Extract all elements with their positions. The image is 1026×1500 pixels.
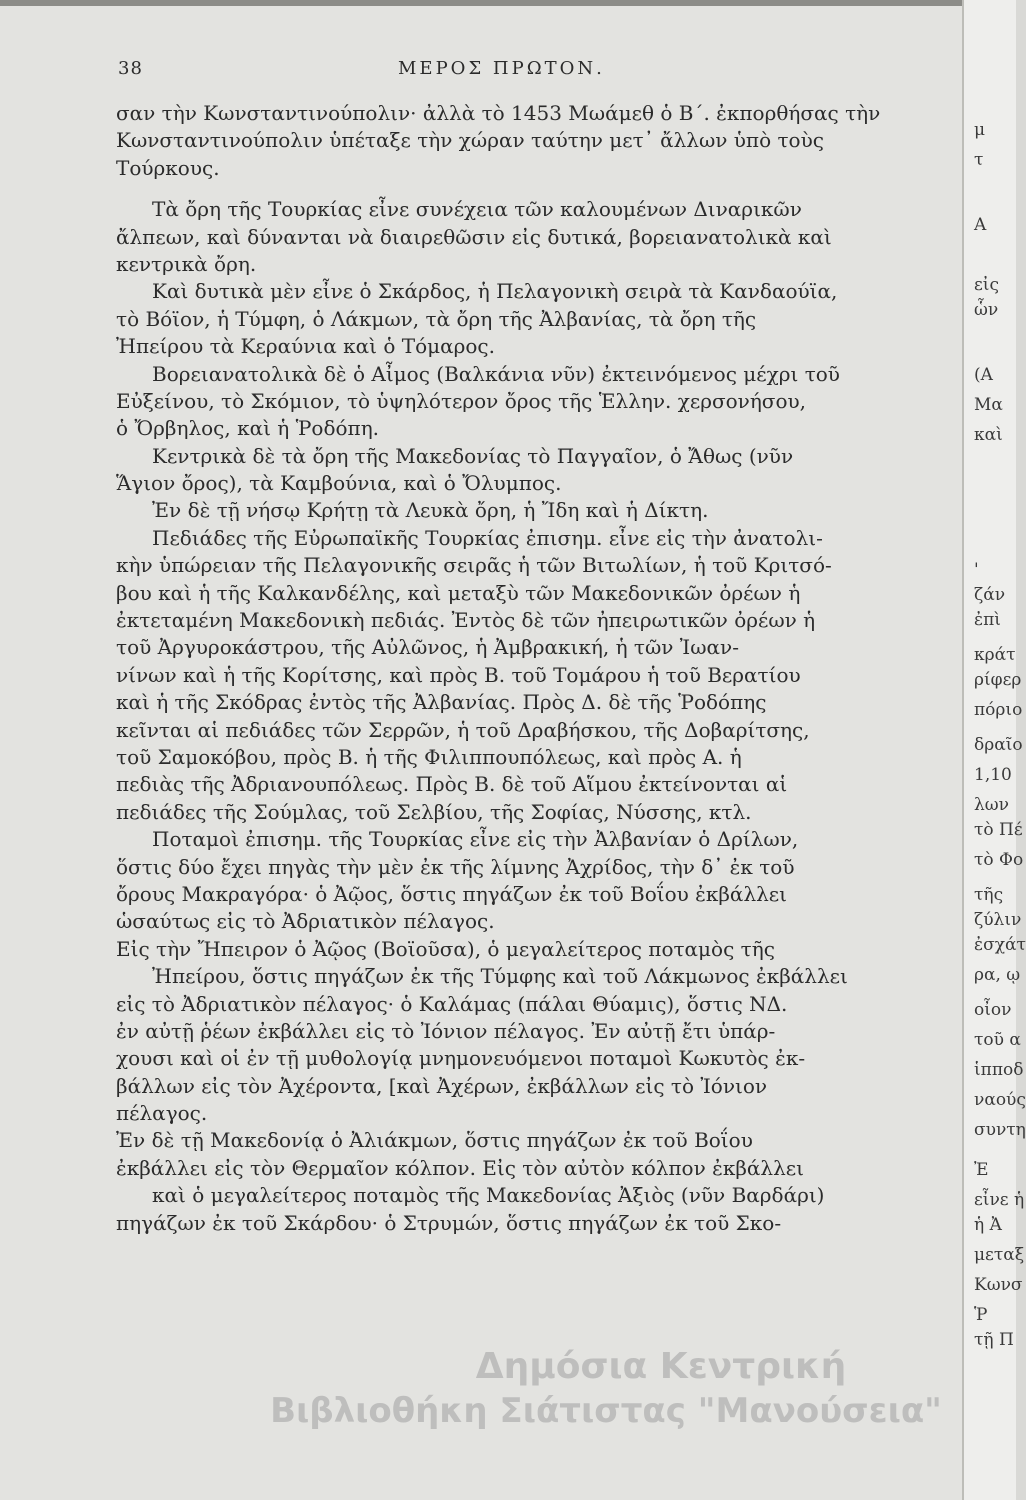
text-line: ὄρους Μακραγόρα· ὁ Ἀῷος, ὅστις πηγάζων ἐκ τοῦ Βοΐου ἐκβάλλει — [116, 881, 787, 906]
text-line: Εὐξείνου, τὸ Σκόμιον, τὸ ὑψηλότερον ὄρος τῆς Ἑλλην. χερσονήσου, — [116, 388, 807, 413]
adjacent-page-fragment: οἶον — [974, 1000, 1012, 1020]
adjacent-page-fragment: 1,10 — [974, 765, 1012, 785]
adjacent-page-fragment: Ἐ — [974, 1160, 989, 1180]
text-line: ἐν αὐτῇ ῥέων ἐκβάλλει εἰς τὸ Ἰόνιον πέλαγος. Ἐν αὐτῇ ἔτι ὑπάρ- — [116, 1018, 776, 1043]
text-line: βάλλων εἰς τὸν Ἀχέροντα, [καὶ Ἀχέρων, ἐκβάλλων εἰς τὸ Ἰόνιον — [116, 1073, 768, 1098]
adjacent-page-fragment: συντη — [974, 1120, 1026, 1140]
adjacent-page-fragment: Ῥ — [974, 1305, 988, 1325]
text-line: τὸ Βόϊον, ἡ Τύμφη, ὁ Λάκμων, τὰ ὄρη τῆς Ἀλβανίας, τὰ ὄρη τῆς — [116, 306, 757, 331]
adjacent-page-fragment: ἐσχάτ — [974, 935, 1026, 955]
adjacent-page-fragment: εἶνε ἡ — [974, 1190, 1025, 1210]
text-line: Ἐν δὲ τῇ νήσῳ Κρήτῃ τὰ Λευκὰ ὄρη, ἡ Ἴδη καὶ ἡ Δίκτη. — [152, 498, 709, 523]
page-number: 38 — [118, 58, 143, 79]
adjacent-page-fragment: Μα — [974, 395, 1003, 415]
adjacent-page-fragment: πόριο — [974, 700, 1023, 720]
text-line: ὡσαύτως εἰς τὸ Ἀδριατικὸν πέλαγος. — [116, 909, 495, 934]
library-watermark — [236, 1345, 976, 1433]
text-line: κεῖνται αἱ πεδιάδες τῶν Σερρῶν, ἡ τοῦ Δραβήσκου, τῆς Δοβαρίτσης, — [116, 717, 810, 742]
text-line: πεδιὰς τῆς Ἀδριανουπόλεως. Πρὸς Β. δὲ τοῦ Αἵμου ἐκτείνονται αἱ — [116, 772, 788, 797]
text-line: Τὰ ὄρη τῆς Τουρκίας εἶνε συνέχεια τῶν καλουμένων Διναρικῶν — [152, 197, 802, 222]
adjacent-page-fragment: ρίφερ — [974, 670, 1022, 690]
adjacent-page-fragment: ρα, ῳ — [974, 965, 1021, 985]
text-line: χουσι καὶ οἱ ἐν τῇ μυθολογίᾳ μνημονευόμενοι ποταμοὶ Κωκυτὸς ἐκ- — [116, 1046, 806, 1071]
text-line: Ἠπείρου, ὅστις πηγάζων ἐκ τῆς Τύμφης καὶ τοῦ Λάκμωνος ἐκβάλλει — [152, 964, 848, 989]
text-line: Βορειανατολικὰ δὲ ὁ Αἶμος (Βαλκάνια νῦν) ἐκτεινόμενος μέχρι τοῦ — [152, 361, 840, 386]
text-line: ἄλπεων, καὶ δύνανται νὰ διαιρεθῶσιν εἰς δυτικά, βορειανατολικὰ καὶ — [116, 224, 832, 249]
text-line: τοῦ Σαμοκόβου, πρὸς Β. ἡ τῆς Φιλιππουπόλεως, καὶ πρὸς Α. ἡ — [116, 744, 742, 769]
adjacent-page-fragment: (Α — [974, 365, 993, 385]
adjacent-page-fragment: τὸ Φο — [974, 850, 1024, 870]
text-line: Κεντρικὰ δὲ τὰ ὄρη τῆς Μακεδονίας τὸ Παγγαῖον, ὁ Ἄθως (νῦν — [152, 443, 794, 468]
watermark-line-1: Δημόσια Κεντρική — [475, 1346, 847, 1387]
text-line: πεδιάδες τῆς Σούμλας, τοῦ Σελβίου, τῆς Σοφίας, Νύσσης, κτλ. — [116, 799, 752, 824]
adjacent-page-fragment: ' — [974, 560, 979, 580]
adjacent-page-fragment: τ — [974, 150, 984, 170]
adjacent-page-fragment: ζάν — [974, 585, 1006, 605]
adjacent-page-fragment: κράτ — [974, 645, 1016, 665]
adjacent-page-fragment: ζύλιν — [974, 910, 1022, 930]
adjacent-page-fragment: Κωνσ — [974, 1275, 1023, 1295]
adjacent-page-fragment: καὶ — [974, 425, 1003, 445]
adjacent-page-fragment: ἐπὶ — [974, 610, 1001, 630]
adjacent-page-fragment: ἱπποδ — [974, 1060, 1024, 1080]
text-line: Πεδιάδες τῆς Εὐρωπαϊκῆς Τουρκίας ἐπισημ. εἶνε εἰς τὴν ἀνατολι- — [152, 525, 823, 550]
body-text — [116, 100, 881, 1237]
text-line: Ἅγιον ὄρος), τὰ Καμβούνια, καὶ ὁ Ὄλυμπος. — [116, 471, 562, 496]
adjacent-page-fragment: δραῖο — [974, 735, 1023, 755]
text-line: σαν τὴν Κωνσταντινούπολιν· ἀλλὰ τὸ 1453 Μωάμεθ ὁ Β΄. ἐκπορθήσας τὴν — [116, 101, 881, 125]
text-line — [116, 182, 876, 196]
text-line: Ποταμοὶ ἐπισημ. τῆς Τουρκίας εἶνε εἰς τὴν Ἀλβανίαν ὁ Δρίλων, — [152, 827, 799, 852]
text-line: ἐκτεταμένη Μακεδονικὴ πεδιάς. Ἐντὸς δὲ τῶν ἠπειρωτικῶν ὀρέων ἡ — [116, 608, 816, 633]
text-line: τοῦ Ἀργυροκάστρου, τῆς Αὐλῶνος, ἡ Ἀμβρακική, ἡ τῶν Ἰωαν- — [116, 635, 739, 660]
text-line: Εἰς τὴν Ἤπειρον ὁ Ἀῷος (Βοϊοῦσα), ὁ μεγαλείτερος ποταμὸς τῆς — [116, 936, 775, 961]
text-line: κὴν ὑπώρειαν τῆς Πελαγονικῆς σειρᾶς ἡ τῶν Βιτωλίων, ἡ τοῦ Κριτσό- — [116, 553, 832, 578]
text-line: Καὶ δυτικὰ μὲν εἶνε ὁ Σκάρδος, ἡ Πελαγονικὴ σειρὰ τὰ Κανδαούϊα, — [152, 279, 838, 304]
text-line: ὁ Ὄρβηλος, καὶ ἡ Ῥοδόπη. — [116, 416, 380, 441]
text-line: Τούρκους. — [116, 155, 220, 180]
adjacent-page-fragment: ἡ Ἀ — [974, 1215, 1002, 1235]
page-header — [118, 58, 878, 88]
adjacent-page-fragment: μεταξ — [974, 1245, 1025, 1265]
text-line: ὅστις δύο ἔχει πηγὰς τὴν μὲν ἐκ τῆς λίμνης Ἀχρίδος, τὴν δ᾽ ἐκ τοῦ — [116, 854, 795, 879]
text-line: Κωνσταντινούπολιν ὑπέταξε τὴν χώραν ταύτην μετ᾽ ἄλλων ὑπὸ τοὺς — [116, 128, 824, 153]
adjacent-page-fragment: ναούς — [974, 1090, 1026, 1110]
text-line: εἰς τὸ Ἀδριατικὸν πέλαγος· ὁ Καλάμας (πάλαι Θύαμις), ὅστις ΝΔ. — [116, 991, 788, 1016]
adjacent-page-fragment: τῆς — [974, 885, 1004, 905]
text-line: Ἐν δὲ τῇ Μακεδονίᾳ ὁ Ἀλιάκμων, ὅστις πηγάζων ἐκ τοῦ Βοΐου — [116, 1128, 753, 1153]
text-line: ἐκβάλλει εἰς τὸν Θερμαῖον κόλπον. Εἰς τὸν αὐτὸν κόλπον ἐκβάλλει — [116, 1155, 804, 1180]
text-line: καὶ ἡ τῆς Σκόδρας ἐντὸς τῆς Ἀλβανίας. Πρὸς Δ. δὲ τῆς Ῥοδόπης — [116, 690, 767, 715]
text-line: νίνων καὶ ἡ τῆς Κορίτσης, καὶ πρὸς Β. τοῦ Τομάρου ἡ τοῦ Βερατίου — [116, 662, 801, 687]
text-line: πηγάζων ἐκ τοῦ Σκάρδου· ὁ Στρυμών, ὅστις πηγάζων ἐκ τοῦ Σκο- — [116, 1210, 782, 1235]
watermark-line-2: Βιβλιοθήκη Σιάτιστας "Μανούσεια" — [270, 1391, 942, 1431]
adjacent-page-fragment: μ — [974, 120, 986, 140]
adjacent-page-fragment: Α — [974, 215, 987, 235]
top-edge — [0, 0, 962, 6]
adjacent-page-fragment: ὧν — [974, 300, 999, 320]
adjacent-page-fragment: τοῦ α — [974, 1030, 1021, 1050]
text-line: Ἠπείρου τὰ Κεραύνια καὶ ὁ Τόμαρος. — [116, 334, 495, 359]
adjacent-page-fragment: τὸ Πέ — [974, 820, 1023, 840]
adjacent-page-fragment: λων — [974, 795, 1009, 815]
text-line: καὶ ὁ μεγαλείτερος ποταμὸς τῆς Μακεδονίας Ἀξιὸς (νῦν Βαρδάρι) — [152, 1183, 825, 1208]
text-line: κεντρικὰ ὄρη. — [116, 251, 257, 276]
text-line: πέλαγος. — [116, 1101, 208, 1126]
adjacent-page-edge — [962, 0, 1026, 1500]
adjacent-page-fragment: τῇ Π — [974, 1330, 1014, 1350]
running-title: ΜΕΡΟΣ ΠΡΩΤΟΝ. — [398, 58, 605, 79]
adjacent-page-fragment: εἰς — [974, 275, 999, 295]
text-line: βου καὶ ἡ τῆς Καλκανδέλης, καὶ μεταξὺ τῶν Μακεδονικῶν ὀρέων ἡ — [116, 580, 801, 605]
